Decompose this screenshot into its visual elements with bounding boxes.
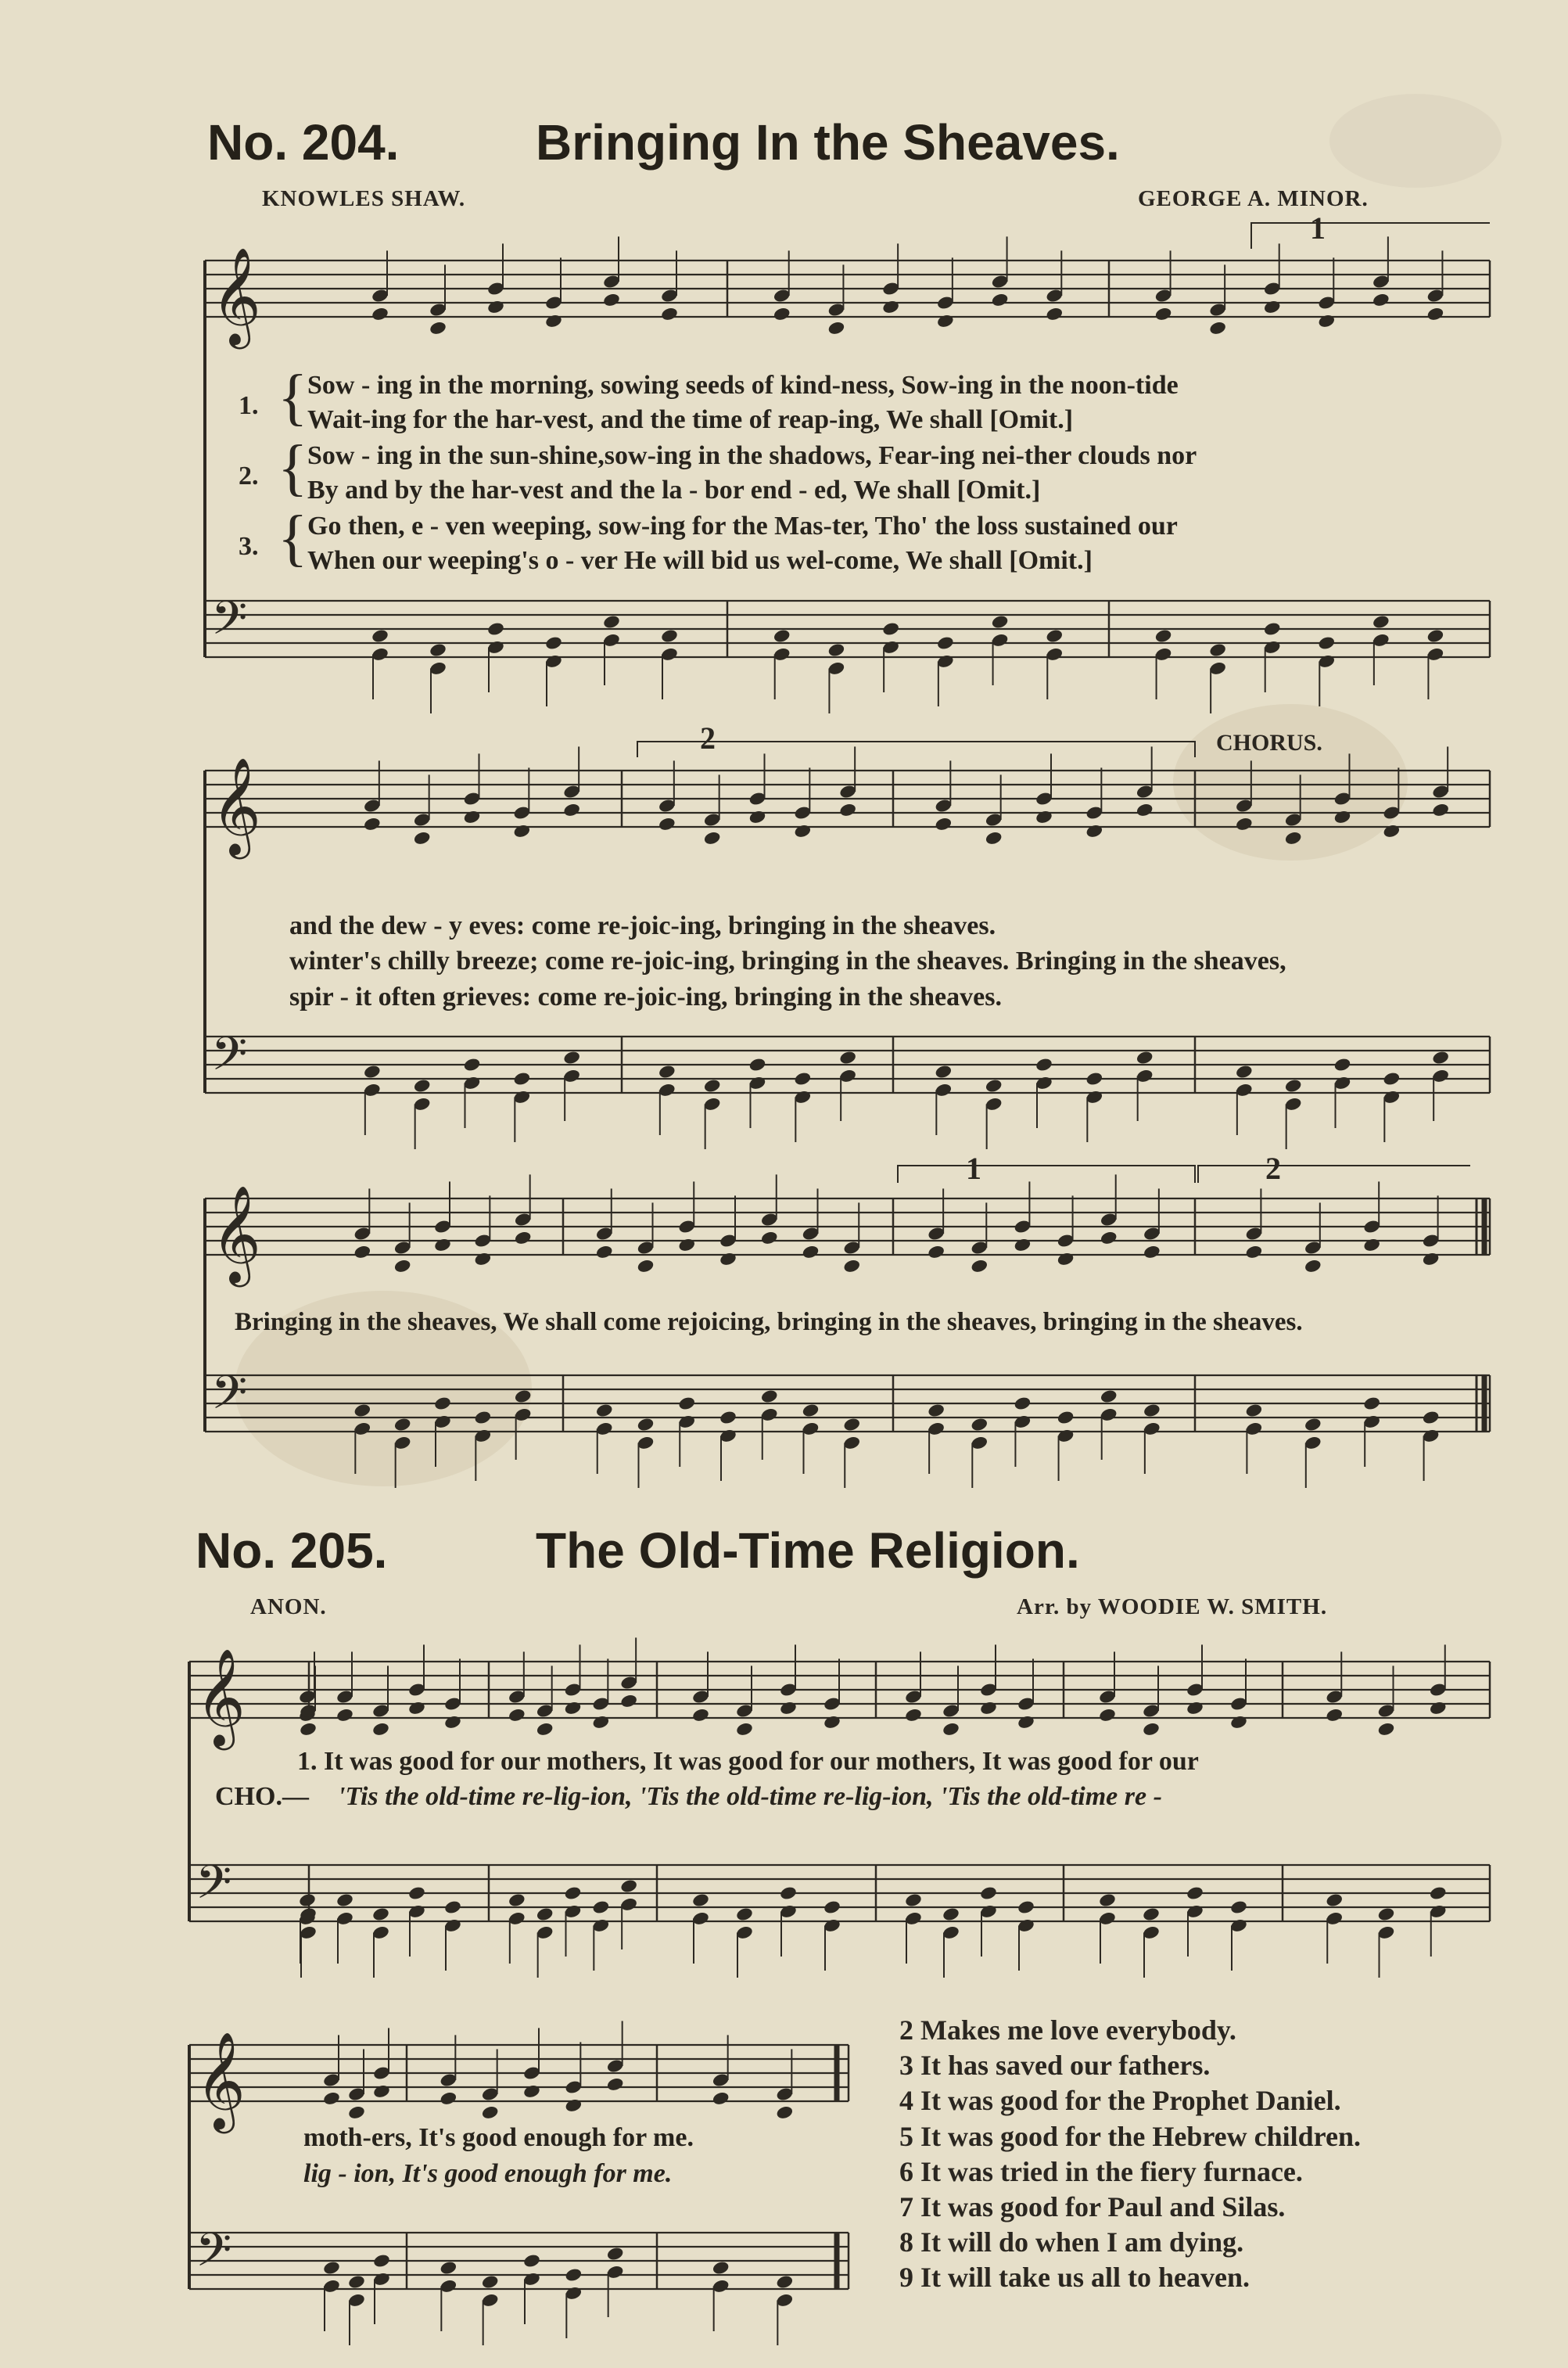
bass-note-head [1229, 1899, 1248, 1915]
bass-note-head [1426, 628, 1445, 644]
stanza-line: 4 It was good for the Prophet Daniel. [899, 2085, 1341, 2116]
treble-note-head [1304, 1258, 1322, 1274]
treble-clef-icon: 𝄞 [211, 757, 261, 855]
bass-note-head [347, 2274, 366, 2290]
bass-note-head [1057, 1410, 1075, 1425]
treble-note-head [1085, 823, 1104, 839]
bass-note-head [522, 2253, 541, 2269]
treble-note-head [936, 313, 955, 329]
treble-note-head [514, 1230, 533, 1245]
treble-note-head [748, 809, 767, 825]
bass-clef-icon: 𝄢 [211, 1365, 248, 1431]
bass-note-head [486, 621, 505, 637]
treble-note-head [363, 816, 382, 832]
treble-note-head [1045, 306, 1064, 322]
bass-note-head [393, 1417, 412, 1432]
treble-note-head [773, 306, 791, 322]
treble-note-head [712, 2090, 730, 2106]
bass-note-head [1263, 621, 1282, 637]
bass-note-head [1045, 628, 1064, 644]
bass-note-head [514, 1389, 533, 1404]
treble-note-head [353, 1244, 372, 1259]
treble-note-head [1333, 809, 1352, 825]
treble-note-head [407, 1700, 426, 1716]
bass-note-head [658, 1064, 676, 1080]
bass-note-head [1317, 635, 1336, 651]
treble-note-head [440, 2090, 458, 2106]
bass-note-head [1235, 1064, 1254, 1080]
bass-note-head [935, 1064, 953, 1080]
stanza-line: 9 It will take us all to heaven. [899, 2262, 1250, 2293]
treble-note-head [991, 292, 1010, 307]
volta-bracket [898, 1166, 1195, 1183]
volta-bracket [1198, 1166, 1470, 1183]
bass-note-head [779, 1885, 798, 1901]
treble-note-head [565, 2097, 583, 2113]
verse-number-2: 2. [239, 462, 259, 490]
bass-note-head [1143, 1403, 1161, 1418]
treble-note-head [1014, 1237, 1032, 1252]
bass-note-head [660, 628, 679, 644]
bass-note-head [1208, 642, 1227, 658]
bass-note-head [677, 1396, 696, 1411]
bass-note-head [979, 1885, 998, 1901]
bass-clef-icon: 𝄢 [211, 1026, 248, 1092]
bass-note-head [823, 1899, 841, 1915]
bass-note-head [985, 1078, 1003, 1094]
treble-note-head [660, 306, 679, 322]
treble-note-head [393, 1258, 412, 1274]
hymn-205-title: The Old-Time Religion. [536, 1522, 1080, 1579]
lyric-line: moth-ers, It's good enough for me. [303, 2123, 694, 2152]
bass-note-head [842, 1417, 861, 1432]
bass-note-head [1245, 1403, 1264, 1418]
volta-2-number: 2 [700, 720, 716, 756]
treble-note-head [372, 2083, 391, 2099]
bass-note-head [1014, 1396, 1032, 1411]
treble-note-head [1154, 306, 1173, 322]
treble-note-head [1284, 830, 1303, 846]
treble-note-head [1017, 1714, 1035, 1730]
treble-note-head [927, 1244, 945, 1259]
treble-note-head [1426, 306, 1445, 322]
treble-clef-icon: 𝄞 [196, 1648, 246, 1746]
treble-note-head [1383, 823, 1401, 839]
bass-note-head [544, 635, 563, 651]
bass-note-head [565, 2267, 583, 2283]
bass-note-head [942, 1906, 960, 1922]
bass-note-head [991, 614, 1010, 630]
stanza-line: 3 It has saved our fathers. [899, 2050, 1211, 2081]
treble-note-head [522, 2083, 541, 2099]
treble-note-head [942, 1721, 960, 1737]
treble-note-head [536, 1721, 554, 1737]
lyric-line: lig - ion, It's good enough for me. [303, 2159, 673, 2188]
treble-note-head [1235, 816, 1254, 832]
bass-note-head [703, 1078, 722, 1094]
verse-number-3: 3. [239, 532, 259, 561]
treble-note-head [735, 1721, 754, 1737]
hymn-205-arranger: Arr. by WOODIE W. SMITH. [1017, 1594, 1328, 1619]
bass-note-head [562, 1050, 581, 1065]
bass-note-head [927, 1403, 945, 1418]
bass-note-head [970, 1417, 989, 1432]
verse-brace: { [278, 504, 308, 573]
treble-note-head [322, 2090, 341, 2106]
treble-note-head [1057, 1251, 1075, 1267]
treble-note-head [474, 1251, 493, 1267]
bass-note-head [1362, 1396, 1381, 1411]
bass-note-head [637, 1417, 655, 1432]
bass-note-head [1383, 1071, 1401, 1087]
bass-note-head [1304, 1417, 1322, 1432]
bass-note-head [298, 1892, 317, 1908]
lyric-line: Wait-ing for the har-vest, and the time of reap-ing, We shall [Omit.] [307, 405, 1074, 434]
lyric-line: When our weeping's o - ver He will bid us wel-come, We shall [Omit.] [307, 546, 1093, 575]
lyric-line: and the dew - y eves: come re-joic-ing, bringing in the sheaves. [289, 911, 996, 940]
bass-note-head [719, 1410, 737, 1425]
chorus-label: CHORUS. [1216, 730, 1322, 756]
treble-note-head [544, 313, 563, 329]
treble-note-head [677, 1237, 696, 1252]
bass-note-head [413, 1078, 432, 1094]
bass-note-head [1085, 1071, 1104, 1087]
stanza-line: 8 It will do when I am dying. [899, 2226, 1244, 2258]
stanza-line: 7 It was good for Paul and Silas. [899, 2191, 1286, 2222]
lyric-line: spir - it often grieves: come re-joic-ing, bringing in the sheaves. [289, 983, 1002, 1012]
bass-note-head [712, 2260, 730, 2276]
bass-note-head [335, 1892, 354, 1908]
treble-note-head [335, 1707, 354, 1723]
treble-note-head [794, 823, 813, 839]
bass-note-head [794, 1071, 813, 1087]
bass-note-head [1284, 1078, 1303, 1094]
volta-1-number: 1 [966, 1151, 981, 1186]
treble-note-head [508, 1707, 526, 1723]
bass-note-head [433, 1396, 452, 1411]
bass-note-head [1154, 628, 1173, 644]
lyric-line: By and by the har-vest and the la - bor end - ed, We shall [Omit.] [307, 476, 1041, 505]
treble-clef-icon: 𝄞 [196, 2032, 246, 2129]
bass-clef-icon: 𝄢 [196, 2222, 232, 2288]
bass-note-head [429, 642, 447, 658]
bass-note-head [1142, 1906, 1161, 1922]
bass-clef-icon: 𝄢 [211, 591, 248, 656]
treble-note-head [838, 802, 857, 817]
treble-note-head [1208, 320, 1227, 336]
chorus-label: CHO.— [215, 1782, 309, 1811]
treble-note-head [371, 1721, 390, 1737]
bass-note-head [936, 635, 955, 651]
bass-note-head [1136, 1050, 1154, 1065]
bass-note-head [1035, 1057, 1053, 1073]
hymn-204-number: No. 204. [207, 114, 400, 171]
bass-note-head [372, 2253, 391, 2269]
treble-note-head [481, 2104, 500, 2120]
bass-note-head [1333, 1057, 1352, 1073]
bass-clef-icon: 𝄢 [196, 1855, 232, 1921]
treble-note-head [935, 816, 953, 832]
treble-note-head [904, 1707, 923, 1723]
volta-bracket [1251, 223, 1490, 249]
treble-note-head [486, 299, 505, 314]
bass-note-head [827, 642, 846, 658]
treble-note-head [1098, 1707, 1117, 1723]
stanza-line: 6 It was tried in the fiery furnace. [899, 2156, 1303, 2187]
treble-note-head [1142, 1721, 1161, 1737]
treble-note-head [443, 1714, 462, 1730]
treble-note-head [602, 292, 621, 307]
treble-note-head [881, 299, 900, 314]
treble-note-head [1100, 1230, 1118, 1245]
treble-note-head [1143, 1244, 1161, 1259]
hymn-205-number: No. 205. [196, 1522, 388, 1579]
verse-brace: { [278, 433, 308, 502]
treble-note-head [1229, 1714, 1248, 1730]
bass-note-head [1325, 1892, 1344, 1908]
volta-1-number: 1 [1310, 210, 1326, 246]
bass-note-head [1377, 1906, 1396, 1922]
treble-note-head [513, 823, 532, 839]
stanza-line: 5 It was good for the Hebrew children. [899, 2121, 1361, 2152]
treble-note-head [776, 2104, 795, 2120]
lyric-line: Bringing in the sheaves, We shall come rejoicing, bringing in the sheaves, bringing in the sheaves. [235, 1308, 1303, 1336]
bass-note-head [1431, 1050, 1450, 1065]
treble-note-head [1431, 802, 1450, 817]
bass-note-head [371, 1906, 390, 1922]
bass-note-head [838, 1050, 857, 1065]
bass-note-head [602, 614, 621, 630]
treble-note-head [606, 2076, 625, 2092]
treble-note-head [760, 1230, 779, 1245]
treble-note-head [1035, 809, 1053, 825]
bass-note-head [1429, 1885, 1448, 1901]
bass-note-head [802, 1403, 820, 1418]
bass-note-head [1100, 1389, 1118, 1404]
bass-note-head [595, 1403, 614, 1418]
treble-note-head [979, 1700, 998, 1716]
treble-note-head [719, 1251, 737, 1267]
bass-note-head [760, 1389, 779, 1404]
bass-note-head [606, 2246, 625, 2262]
lyric-line: Go then, e - ven weeping, sow-ing for the Mas-ter, Tho' the loss sustained our [307, 512, 1178, 541]
bass-note-head [1186, 1885, 1204, 1901]
hymn-205-author: ANON. [250, 1594, 327, 1619]
bass-note-head [1422, 1410, 1441, 1425]
bass-note-head [363, 1064, 382, 1080]
bass-note-head [508, 1892, 526, 1908]
bass-note-head [353, 1403, 372, 1418]
bass-note-head [1017, 1899, 1035, 1915]
bass-note-head [619, 1878, 638, 1894]
treble-clef-icon: 𝄞 [211, 247, 261, 345]
treble-note-head [463, 809, 482, 825]
lyric-line: Sow - ing in the morning, sowing seeds of kind-ness, Sow-ing in the noon-tide [307, 371, 1179, 400]
bass-note-head [481, 2274, 500, 2290]
bass-note-head [443, 1899, 462, 1915]
treble-note-head [619, 1693, 638, 1709]
lyric-line: winter's chilly breeze; come re-joic-ing, bringing in the sheaves. Bringing in the sheaves, [289, 947, 1286, 976]
bass-note-head [691, 1892, 710, 1908]
lyric-line: 1. It was good for our mothers, It was good for our mothers, It was good for our [297, 1747, 1199, 1776]
treble-clef-icon: 𝄞 [211, 1185, 261, 1283]
bass-note-head [322, 2260, 341, 2276]
treble-note-head [1136, 802, 1154, 817]
bass-note-head [371, 628, 389, 644]
treble-note-head [970, 1258, 989, 1274]
bass-note-head [564, 1885, 583, 1901]
treble-note-head [1325, 1707, 1344, 1723]
treble-note-head [658, 816, 676, 832]
bass-note-head [592, 1899, 611, 1915]
hymn-204-author: KNOWLES SHAW. [262, 186, 466, 211]
treble-note-head [562, 802, 581, 817]
treble-note-head [1422, 1251, 1441, 1267]
bass-note-head [1098, 1892, 1117, 1908]
verse-number-1: 1. [239, 391, 259, 420]
treble-note-head [823, 1714, 841, 1730]
bass-note-head [1372, 614, 1390, 630]
treble-note-head [1317, 313, 1336, 329]
treble-note-head [985, 830, 1003, 846]
treble-note-head [1377, 1721, 1396, 1737]
hymn-204-composer: GEORGE A. MINOR. [1138, 186, 1369, 211]
treble-note-head [1362, 1237, 1381, 1252]
bass-note-head [881, 621, 900, 637]
bass-note-head [904, 1892, 923, 1908]
treble-note-head [595, 1244, 614, 1259]
treble-note-head [1186, 1700, 1204, 1716]
bass-note-head [735, 1906, 754, 1922]
treble-note-head [691, 1707, 710, 1723]
hymn-204-title: Bringing In the Sheaves. [536, 114, 1120, 171]
treble-note-head [1263, 299, 1282, 314]
treble-note-head [371, 306, 389, 322]
volta-bracket [637, 742, 1195, 757]
lyric-line: 'Tis the old-time re-lig-ion, 'Tis the old-time re-lig-ion, 'Tis the old-time re - [338, 1782, 1162, 1811]
treble-note-head [413, 830, 432, 846]
bass-note-head [748, 1057, 767, 1073]
treble-note-head [1245, 1244, 1264, 1259]
bass-note-head [474, 1410, 493, 1425]
treble-note-head [564, 1700, 583, 1716]
treble-note-head [827, 320, 846, 336]
treble-note-head [802, 1244, 820, 1259]
treble-note-head [592, 1714, 611, 1730]
verse-brace: { [278, 363, 308, 432]
bass-note-head [773, 628, 791, 644]
bass-note-head [463, 1057, 482, 1073]
treble-note-head [1372, 292, 1390, 307]
treble-note-head [299, 1721, 318, 1737]
stanza-line: 2 Makes me love everybody. [899, 2014, 1236, 2046]
bass-note-head [513, 1071, 532, 1087]
treble-note-head [637, 1258, 655, 1274]
volta-2-number: 2 [1265, 1151, 1281, 1186]
bass-note-head [407, 1885, 426, 1901]
bass-note-head [776, 2274, 795, 2290]
bass-note-head [440, 2260, 458, 2276]
treble-note-head [703, 830, 722, 846]
lyric-line: Sow - ing in the sun-shine,sow-ing in the shadows, Fear-ing nei-ther clouds nor [307, 441, 1197, 470]
treble-note-head [1429, 1700, 1448, 1716]
treble-note-head [429, 320, 447, 336]
treble-note-head [842, 1258, 861, 1274]
treble-note-head [779, 1700, 798, 1716]
treble-note-head [347, 2104, 366, 2120]
treble-note-head [433, 1237, 452, 1252]
bass-note-head [536, 1906, 554, 1922]
